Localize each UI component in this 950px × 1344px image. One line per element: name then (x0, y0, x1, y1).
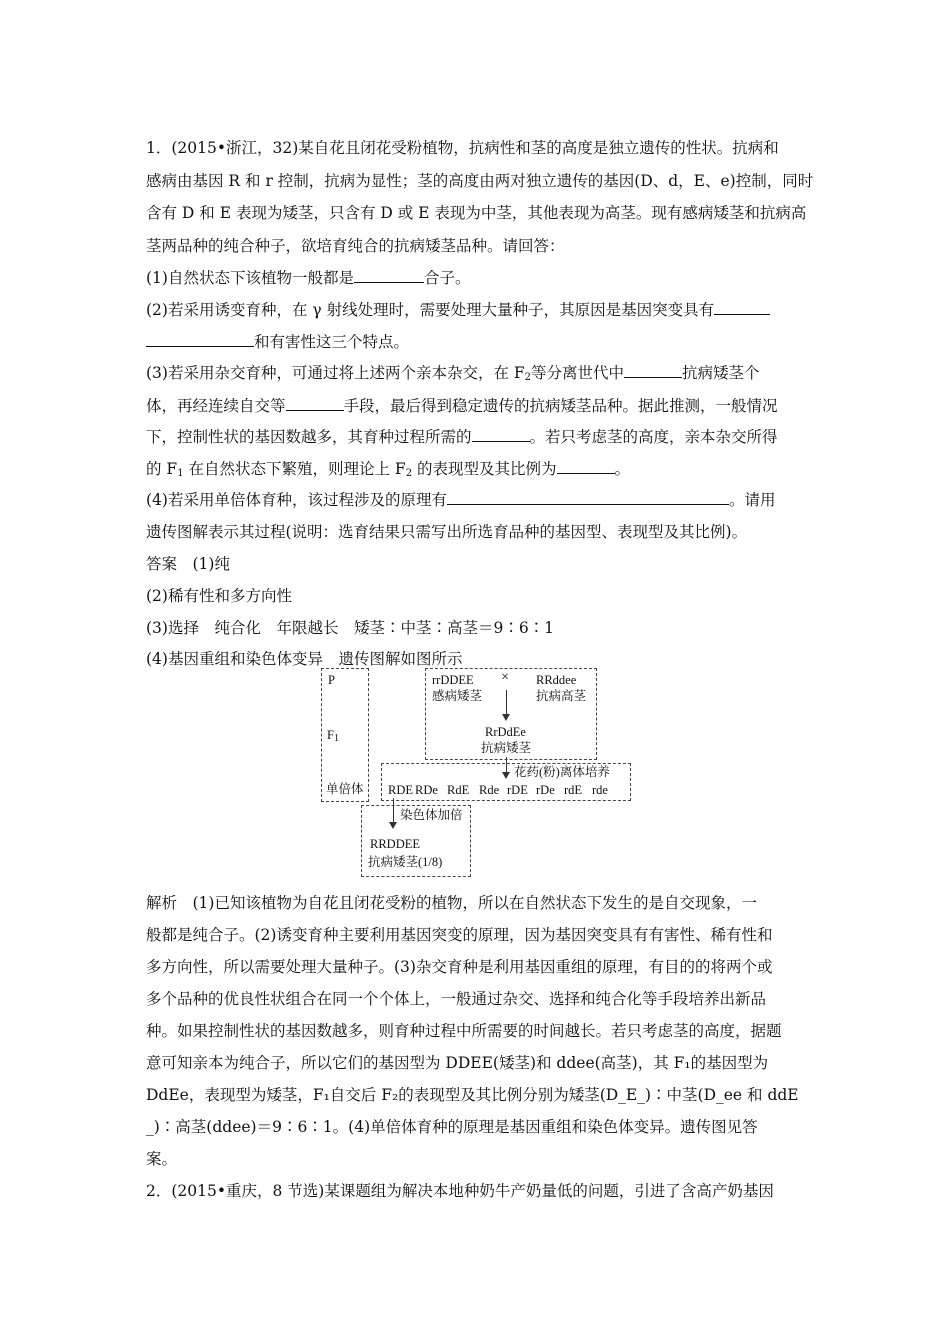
blank-3c (472, 427, 530, 442)
q1-part3-text-c: 抗病矮茎个 (682, 364, 760, 382)
analysis-line-1: 解析 (1)已知该植物为自花且闭花受粉的植物，所以在自然状态下发生的是自交现象，一 (146, 894, 757, 912)
arrow-doubling-head (389, 822, 397, 829)
q1-part2-line1 (146, 300, 770, 320)
q1-part3-line1 (146, 363, 760, 383)
blank-2a (714, 300, 770, 315)
label-p: P (328, 673, 335, 687)
q1-part4-line2: 遗传图解表示其过程(说明：选育结果只需写出所选育品种的基因型、表现型及其比例)。 (146, 523, 748, 541)
gamete: rDE (507, 783, 528, 797)
arrow-doubling-line (393, 798, 394, 824)
subscript-2b: 2 (405, 468, 413, 479)
blank-4 (447, 490, 729, 505)
gamete: RdE (447, 783, 470, 797)
analysis-line-2: 般都是纯合子。(2)诱变育种主要利用基因突变的原理，因为基因突变具有有害性、稀有性和 (146, 926, 773, 944)
analysis-line-6: 意可知亲本为纯合子，所以它们的基因型为 DDEE(矮茎)和 ddee(高茎)，其 F₁的基因型为 (146, 1054, 769, 1072)
q1-part2-line2 (146, 332, 409, 352)
gamete: rde (592, 783, 608, 797)
q1-part3-text-k: 。 (614, 460, 631, 478)
arrow-cross-line (506, 690, 507, 716)
q2-line-1: 2．(2015•重庆，8 节选)某课题组为解决本地种奶牛产奶量低的问题，引进了含高产奶基因 (146, 1182, 774, 1200)
parent2-phenotype: 抗病高茎 (536, 689, 587, 703)
blank-1 (354, 268, 424, 283)
gamete: rDe (536, 783, 555, 797)
f1-phenotype: 抗病矮茎 (481, 741, 532, 755)
q1-part3-text-h: 的 F (146, 460, 178, 478)
result-genotype: RRDDEE (370, 837, 420, 851)
q1-part1 (146, 268, 470, 288)
q1-part4-text-a: (4)若采用单倍体育种，该过程涉及的原理有 (146, 491, 447, 509)
parent2-genotype: RRddee (536, 673, 577, 687)
label-f1 (327, 727, 339, 743)
label-haploid: 单倍体 (326, 782, 364, 796)
analysis-line-3: 多方向性，所以需要处理大量种子。(3)杂交育种是利用基因重组的原理，有目的的将两个或 (146, 958, 773, 976)
q1-part3-line3 (146, 427, 778, 447)
doubling-label: 染色体加倍 (400, 808, 463, 822)
blank-2b (146, 332, 254, 347)
q1-part3-text-i: 在自然状态下繁殖，则理论上 F (183, 460, 406, 478)
q1-part3-line2 (146, 396, 778, 416)
result-phenotype: 抗病矮茎(1/8) (368, 855, 443, 869)
q1-part3-text-e: 手段，最后得到稳定遗传的抗病矮茎品种。据此推测，一般情况 (343, 397, 778, 415)
answer-line-3: (3)选择 纯合化 年限越长 矮茎∶中茎∶高茎＝9∶6∶1 (146, 619, 555, 637)
answer-line-2: (2)稀有性和多方向性 (146, 587, 292, 605)
anther-culture-label: 花药(粉)离体培养 (514, 765, 610, 779)
gamete: RDE (388, 783, 413, 797)
parent1-genotype: rrDDEE (432, 673, 474, 687)
answer-line-4: (4)基因重组和染色体变异 遗传图解如图所示 (146, 650, 463, 668)
q1-part3-text-a: (3)若采用杂交育种，可通过将上述两个亲本杂交，在 F (146, 364, 525, 382)
q1-part3-text-b: 等分离世代中 (531, 364, 625, 382)
gamete: RDe (415, 783, 438, 797)
answer-line-1: 答案 (1)纯 (146, 555, 230, 573)
blank-3b (286, 396, 344, 411)
subscript-1: 1 (177, 468, 184, 479)
label-f1-text: F (327, 728, 334, 742)
f1-genotype: RrDdEe (485, 725, 526, 739)
label-f1-sub: 1 (333, 733, 339, 744)
q1-part1-text: (1)自然状态下该植物一般都是 (146, 269, 354, 287)
analysis-line-8: _)∶高茎(ddee)＝9∶6∶1。(4)单倍体育种的原理是基因重组和染色体变异。遗传图见答 (146, 1118, 758, 1136)
blank-3d (557, 459, 615, 474)
q1-part3-line4 (146, 459, 630, 479)
q1-part3-text-j: 的表现型及其比例为 (412, 460, 557, 478)
arrow-cross-head (502, 714, 510, 721)
q1-line-4: 茎两品种的纯合种子，欲培育纯合的抗病矮茎品种。请回答： (146, 237, 565, 255)
cross-symbol: × (501, 670, 509, 685)
q1-line-2: 感病由基因 R 和 r 控制，抗病为显性；茎的高度由两对独立遗传的基因(D、d，E、e)控制，同时 (146, 172, 814, 190)
q1-part2-end: 和有害性这三个特点。 (254, 333, 410, 351)
q1-part4-text-b: 。请用 (728, 491, 776, 509)
gamete: rdE (564, 783, 583, 797)
q1-part3-text-f: 下，控制性状的基因数越多，其育种过程所需的 (146, 428, 472, 446)
analysis-line-4: 多个品种的优良性状组合在同一个个体上，一般通过杂交、选择和纯合化等手段培养出新品 (146, 990, 767, 1008)
analysis-line-9: 案。 (146, 1150, 178, 1168)
q1-part2-text: (2)若采用诱变育种，在 γ 射线处理时，需要处理大量种子，其原因是基因突变具有 (146, 301, 715, 319)
q1-line-1: 1．(2015•浙江，32)某自花且闭花受粉植物，抗病性和茎的高度是独立遗传的性状。抗病和 (146, 139, 779, 157)
q1-part1-end: 合子。 (423, 269, 471, 287)
blank-3a (624, 363, 682, 378)
analysis-line-7: DdEe，表现型为矮茎，F₁自交后 F₂的表现型及其比例分别为矮茎(D_E_)∶中茎(D_ee 和 ddE (146, 1086, 799, 1104)
q1-part3-text-d: 体，再经连续自交等 (146, 397, 286, 415)
analysis-line-5: 种。如果控制性状的基因数越多，则育种过程中所需要的时间越长。若只考虑茎的高度，据题 (146, 1022, 782, 1040)
subscript-2: 2 (524, 372, 532, 383)
q1-part4-line1 (146, 490, 775, 510)
parent1-phenotype: 感病矮茎 (432, 689, 483, 703)
gamete: Rde (479, 783, 500, 797)
q1-part3-text-g: 。若只考虑茎的高度，亲本杂交所得 (529, 428, 778, 446)
q1-line-3: 含有 D 和 E 表现为矮茎，只含有 D 或 E 表现为中茎，其他表现为高茎。现有感病矮茎和抗病高 (146, 204, 807, 222)
